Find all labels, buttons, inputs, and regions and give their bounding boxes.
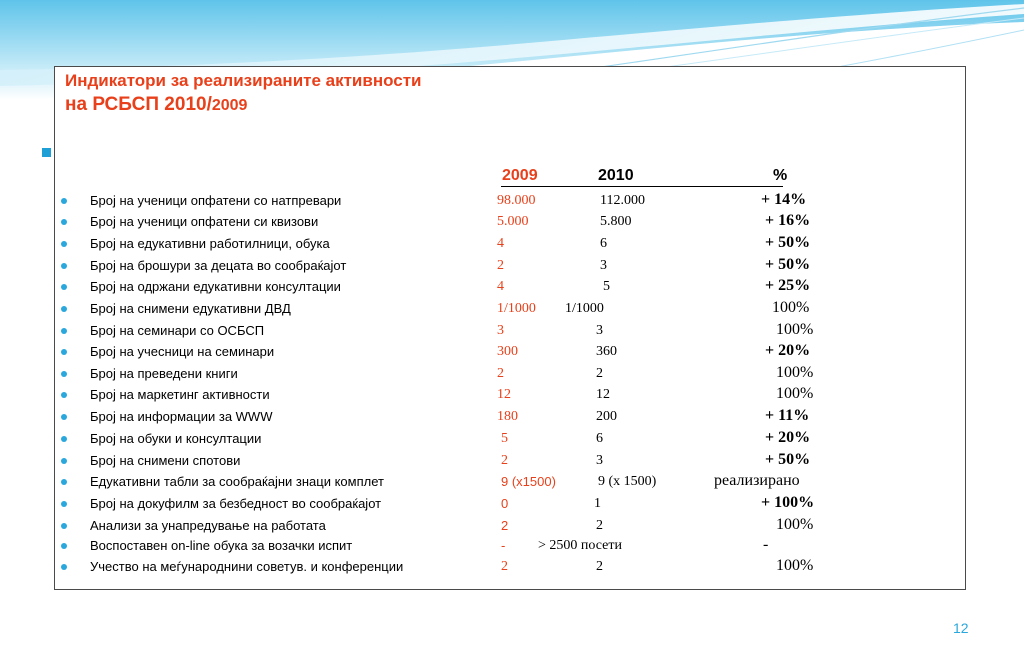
value-percent: + 100%	[761, 494, 815, 511]
value-2010: 3	[596, 453, 603, 468]
value-percent: + 20%	[765, 429, 811, 446]
value-2009: 3	[497, 323, 504, 338]
value-2010: 360	[596, 344, 617, 359]
table-row	[55, 299, 965, 319]
value-2010: 1	[594, 496, 601, 511]
bullet-icon	[61, 349, 67, 355]
page-number: 12	[953, 620, 969, 636]
value-2009: 180	[497, 409, 518, 424]
bullet-icon	[61, 414, 67, 420]
bullet-icon	[61, 564, 67, 570]
header-2009: 2009	[502, 167, 538, 184]
bullet-icon	[61, 436, 67, 442]
value-percent: 100%	[776, 385, 814, 402]
content-frame	[54, 66, 966, 590]
title-line-1: Индикатори за реализираните активности	[65, 71, 422, 90]
value-2009: 2	[501, 518, 509, 533]
value-percent: + 20%	[765, 342, 811, 359]
row-label: Број на снимени спотови	[90, 453, 241, 468]
title-line-2: на РСБСП 2010/2009	[65, 94, 248, 115]
header-2010: 2010	[598, 167, 634, 184]
table-row	[55, 429, 965, 449]
value-2009: 2	[501, 559, 508, 574]
value-percent: + 50%	[765, 234, 811, 251]
table-row	[55, 277, 965, 297]
accent-square	[42, 148, 51, 157]
value-percent: 100%	[776, 516, 814, 533]
table-row	[55, 536, 965, 556]
value-2010: 3	[600, 258, 607, 273]
table-row	[55, 385, 965, 405]
value-2009: 2	[497, 258, 504, 273]
value-2009: 300	[497, 344, 518, 359]
value-2009: 5	[501, 431, 508, 446]
table-row	[55, 234, 965, 254]
value-2010: > 2500 посети	[538, 538, 622, 553]
row-label: Број на едукативни работилници, обука	[90, 236, 330, 251]
bullet-icon	[61, 241, 67, 247]
value-2009: 1/1000	[497, 301, 536, 316]
row-label: Број на ученици опфатени си квизови	[90, 214, 319, 229]
value-2009: 0	[501, 496, 509, 511]
value-2010: 9 (x 1500)	[598, 474, 657, 489]
value-2010: 6	[600, 236, 607, 251]
table-row	[55, 494, 965, 514]
bullet-icon	[61, 198, 67, 204]
row-label: Број на информации за WWW	[90, 409, 273, 424]
table-row	[55, 407, 965, 427]
value-2010: 3	[596, 323, 603, 338]
table-row	[55, 256, 965, 276]
value-2010: 1/1000	[565, 301, 604, 316]
row-label: Број на ученици опфатени со натпревари	[90, 193, 342, 208]
header-percent: %	[773, 167, 788, 184]
value-percent: + 50%	[765, 256, 811, 273]
bullet-icon	[61, 263, 67, 269]
bullet-icon	[61, 306, 67, 312]
value-percent: 100%	[772, 299, 810, 316]
value-2010: 5	[603, 279, 610, 294]
table-row	[55, 191, 965, 211]
value-2010: 200	[596, 409, 617, 424]
bullet-icon	[61, 479, 67, 485]
value-2010: 6	[596, 431, 603, 446]
value-2009: 98.000	[497, 193, 536, 208]
table-row	[55, 557, 965, 577]
table-row	[55, 342, 965, 362]
row-label: Број на семинари со ОСБСП	[90, 323, 265, 338]
value-2010: 12	[596, 387, 610, 402]
row-label: Број на докуфилм за безбедност во сообраќајот	[90, 496, 382, 511]
row-label: Број на одржани едукативни консултации	[90, 279, 341, 294]
value-2010: 112.000	[600, 193, 645, 208]
header-underline	[501, 186, 783, 187]
value-2010: 2	[596, 518, 603, 533]
value-percent: 100%	[776, 321, 814, 338]
bullet-icon	[61, 392, 67, 398]
bullet-icon	[61, 284, 67, 290]
row-label: Број на снимени едукативни ДВД	[90, 301, 291, 316]
bullet-icon	[61, 219, 67, 225]
value-2010: 5.800	[600, 214, 632, 229]
row-label: Учество на меѓународнини советув. и конференции	[90, 559, 404, 574]
row-label: Број на маркетинг активности	[90, 387, 270, 402]
row-label: Број на обуки и консултации	[90, 431, 262, 446]
table-row	[55, 321, 965, 341]
value-2009: 4	[497, 236, 504, 251]
bullet-icon	[61, 501, 67, 507]
bullet-icon	[61, 328, 67, 334]
value-2009: 2	[497, 366, 504, 381]
bullet-icon	[61, 458, 67, 464]
table-row	[55, 364, 965, 384]
row-label: Број на брошури за децата во сообраќајот	[90, 258, 347, 273]
slide-title	[65, 70, 422, 119]
value-2009: 5.000	[497, 214, 529, 229]
row-label: Анализи за унапредување на работата	[90, 518, 326, 533]
value-2009: 4	[497, 279, 504, 294]
bullet-icon	[61, 543, 67, 549]
table-row	[55, 516, 965, 536]
row-label: Број на учесници на семинари	[90, 344, 275, 359]
value-percent: + 25%	[765, 277, 811, 294]
value-2009: 2	[501, 453, 508, 468]
row-label: Воспоставен on-line обука за возачки испит	[90, 538, 353, 553]
value-percent: + 50%	[765, 451, 811, 468]
table-row	[55, 212, 965, 232]
row-label: Број на преведени книги	[90, 366, 238, 381]
value-percent: + 11%	[765, 407, 810, 424]
value-percent: + 16%	[765, 212, 811, 229]
table-row	[55, 451, 965, 471]
row-label: Едукативни табли за сообраќајни знаци комплет	[90, 474, 384, 489]
table-row	[55, 472, 965, 492]
value-percent: + 14%	[761, 191, 807, 208]
value-2009: 12	[497, 387, 511, 402]
value-percent: 100%	[776, 557, 814, 574]
value-2009: 9 (x1500)	[501, 474, 556, 489]
bullet-icon	[61, 371, 67, 377]
value-2010: 2	[596, 559, 603, 574]
value-2009: -	[501, 538, 506, 553]
value-percent: реализирано	[714, 472, 800, 489]
value-percent: -	[763, 536, 769, 553]
bullet-icon	[61, 523, 67, 529]
value-percent: 100%	[776, 364, 814, 381]
value-2010: 2	[596, 366, 603, 381]
